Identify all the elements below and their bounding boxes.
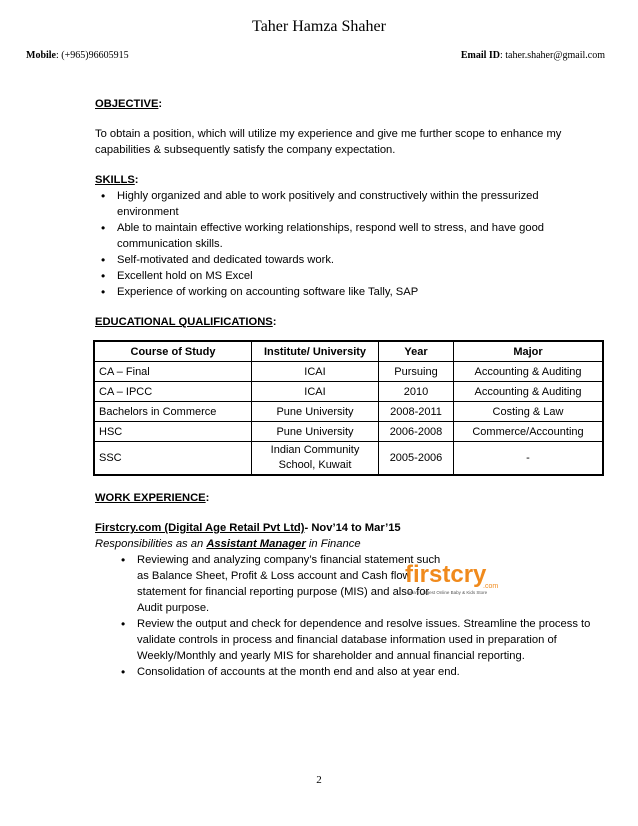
objective-text: To obtain a position, which will utilize my experience and give me further scope to enhance my capabilities & subsequently satisfy the company expectation.	[95, 128, 562, 156]
table-cell: -	[454, 442, 604, 476]
job-title	[95, 520, 595, 536]
education-heading: EDUCATIONAL QUALIFICATIONS	[95, 316, 273, 328]
table-cell: Bachelors in Commerce	[94, 402, 252, 422]
table-cell: Pursuing	[379, 362, 454, 382]
table-row	[94, 442, 603, 476]
table-cell: SSC	[94, 442, 252, 476]
skill-item: • Excellent hold on MS Excel	[95, 268, 595, 284]
resp-prefix: Responsibilities as an	[95, 538, 204, 550]
education-table	[93, 340, 604, 476]
table-cell: Costing & Law	[454, 402, 604, 422]
table-cell: 2006-2008	[379, 422, 454, 442]
work-heading: WORK EXPERIENCE	[95, 492, 206, 504]
objective-heading: OBJECTIVE	[95, 98, 159, 110]
skill-item: • Highly organized and able to work positively and constructively within the pressurized environment	[95, 188, 595, 220]
table-cell: CA – Final	[94, 362, 252, 382]
table-cell: 2010	[379, 382, 454, 402]
table-cell: Commerce/Accounting	[454, 422, 604, 442]
table-cell: Accounting & Auditing	[454, 362, 604, 382]
work-duties-list	[115, 552, 595, 680]
column-header: Institute/ University	[252, 341, 379, 362]
table-header-row	[94, 341, 603, 362]
table-row	[94, 382, 603, 402]
skill-item: • Experience of working on accounting software like Tally, SAP	[95, 284, 595, 300]
responsibilities-line	[95, 536, 595, 552]
mobile-label: Mobile	[26, 50, 56, 61]
table-cell: CA – IPCC	[94, 382, 252, 402]
skills-list	[95, 188, 595, 300]
logo-wordmark: firstcry	[405, 561, 487, 588]
education-section: EDUCATIONAL QUALIFICATIONS: Course of Study Institute/ University Year Major CA – Final ICAI Pursuing Accounting & Auditing CA – IPCC ICAI 2010 Accounting & Auditing Bachelors in Commerce Pune University 2008-2011 Costing & Law HSC Pune University 2006-2008 Commerce/Accounting SSC Indian Community School, Kuwait 2005-2006 -	[95, 314, 595, 476]
candidate-name: Taher Hamza Shaher	[252, 18, 386, 35]
table-cell: 2008-2011	[379, 402, 454, 422]
logo-tagline: Asia's Largest Online Baby & Kids Store	[407, 590, 488, 595]
job-period: - Nov’14 to Mar’15	[304, 522, 401, 534]
work-section: WORK EXPERIENCE: Firstcry.com (Digital Age Retail Pvt Ltd)- Nov’14 to Mar’15 Responsibilities as an Assistant Manager in Finance • Reviewing and analyzing company’s financial statement such as Balance Sheet, Profit & Loss account and Cash flow statement for financial reporting purpose (MIS) and also for Audit purpose. • Review the output and check for dependence and resolve issues. Streamline the process to validate controls in process and financial database information used in preparation of Weekly/Monthly and yearly MIS for shareholder and annual financial reporting. • Consolidation of accounts at the month end and also at year end.	[95, 490, 595, 680]
objective-section: OBJECTIVE: To obtain a position, which will utilize my experience and give me further scope to enhance my capabilities & subsequently satisfy the company expectation.	[95, 96, 595, 158]
table-cell: Pune University	[252, 422, 379, 442]
duty-item-0: • Reviewing and analyzing company’s financial statement such as Balance Sheet, Profit & Loss account and Cash flow statement for financial reporting purpose (MIS) and also for Audit purpose.	[115, 552, 595, 616]
email-contact	[461, 50, 605, 61]
email-label: Email ID	[460, 50, 500, 61]
resp-suffix: in Finance	[305, 538, 361, 550]
table-cell: HSC	[94, 422, 252, 442]
skills-section: SKILLS: • Highly organized and able to work positively and constructively within the pressurized environment • Able to maintain effective working relationships, respond well to stress, and have good communication skills. • Self-motivated and dedicated towards work. • Excellent hold on MS Excel • Experience of working on accounting software like Tally, SAP	[95, 172, 595, 300]
resume-body	[95, 96, 595, 680]
table-cell: Pune University	[252, 402, 379, 422]
table-cell: Indian Community School, Kuwait	[252, 442, 379, 476]
skill-item: • Able to maintain effective working relationships, respond well to stress, and have good communication skills.	[95, 220, 595, 252]
firstcry-logo-graphic	[403, 560, 508, 596]
table-cell: Accounting & Auditing	[454, 382, 604, 402]
duty-item: • Review the output and check for dependence and resolve issues. Streamline the process to validate controls in process and financial database information used in preparation of Weekly/Monthly and yearly MIS for shareholder and annual financial reporting.	[115, 616, 595, 664]
page-number: 2	[316, 774, 322, 786]
mobile-value: : (+965)96605915	[56, 50, 129, 61]
table-row	[94, 422, 603, 442]
email-value: : taher.shaher@gmail.com	[499, 50, 605, 61]
company-name: Firstcry.com (Digital Age Retail Pvt Ltd)	[95, 522, 305, 534]
column-header: Year	[379, 341, 454, 362]
duty-item: • Consolidation of accounts at the month end and also at year end.	[115, 664, 595, 680]
mobile-contact	[26, 50, 129, 61]
table-cell: 2005-2006	[379, 442, 454, 476]
skills-heading: SKILLS	[95, 174, 135, 186]
column-header: Major	[454, 341, 604, 362]
firstcry-logo	[403, 560, 508, 596]
table-row	[94, 402, 603, 422]
table-cell: ICAI	[252, 382, 379, 402]
table-cell: ICAI	[252, 362, 379, 382]
table-row	[94, 362, 603, 382]
column-header: Course of Study	[94, 341, 252, 362]
role-title: Assistant Manager	[206, 538, 306, 550]
skill-item: • Self-motivated and dedicated towards work.	[95, 252, 595, 268]
logo-sub: .com	[483, 583, 499, 590]
